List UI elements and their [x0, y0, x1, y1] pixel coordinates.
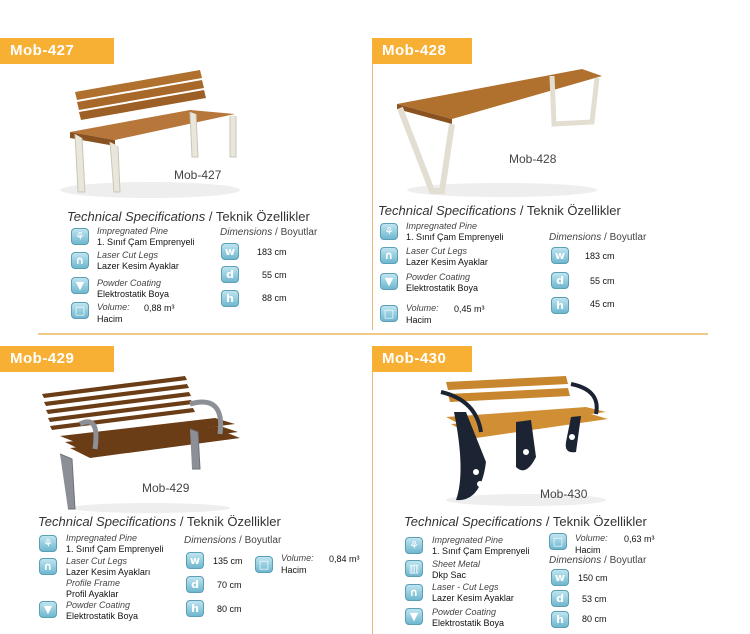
feature-tr: Lazer Kesim Ayakları	[66, 567, 151, 577]
volume-tr: Hacim	[406, 315, 432, 325]
dimensions-title	[220, 227, 317, 238]
bench-image-mob-428	[392, 64, 612, 199]
width-icon: w	[551, 247, 569, 264]
feature-en: Powder Coating	[97, 278, 162, 288]
dimensions-sep: /	[601, 232, 610, 243]
bench-caption: Mob-429	[142, 481, 190, 495]
depth-icon: d	[186, 576, 204, 593]
volume-value: 0,84 m³	[329, 554, 360, 564]
specs-title-tr: Teknik Özellikler	[526, 203, 621, 218]
feature-en: Laser Cut Legs	[406, 246, 468, 256]
specs-title-en: Technical Specifications	[67, 209, 206, 224]
dimensions-sep: /	[272, 227, 281, 238]
depth-value: 53 cm	[582, 594, 607, 604]
height-value: 45 cm	[590, 299, 615, 309]
volume-tr: Hacim	[97, 314, 123, 324]
feature-en: Sheet Metal	[432, 559, 481, 569]
dimensions-tr: Boyutlar	[244, 535, 282, 546]
vertical-divider-top	[372, 40, 373, 330]
dimensions-en: Dimensions	[220, 227, 273, 238]
feature-tr: Dkp Sac	[432, 570, 467, 580]
vertical-divider-bottom	[372, 346, 373, 634]
product-tab-mob-429: Mob-429	[0, 346, 114, 372]
bench-caption: Mob-428	[509, 152, 557, 166]
laser-cut-icon: ∩	[380, 247, 398, 264]
feature-en: Impregnated Pine	[97, 226, 169, 236]
bench-caption: Mob-427	[174, 168, 222, 182]
feature-en: Impregnated Pine	[406, 221, 478, 231]
volume-icon: □	[380, 305, 398, 322]
depth-value: 55 cm	[590, 276, 615, 286]
dimensions-en: Dimensions	[184, 535, 237, 546]
height-icon: h	[551, 611, 569, 628]
feature-tr: 1. Sınıf Çam Emprenyeli	[97, 237, 195, 247]
volume-label: Volume:	[97, 302, 130, 312]
specs-title-sep: /	[516, 203, 527, 218]
feature-en: Powder Coating	[406, 272, 471, 282]
width-value: 150 cm	[578, 573, 608, 583]
feature-tr: Elektrostatik Boya	[97, 289, 170, 299]
feature-tr: Elektrostatik Boya	[406, 283, 479, 293]
dimensions-en: Dimensions	[549, 232, 602, 243]
specs-title-tr: Teknik Özellikler	[552, 514, 647, 529]
height-icon: h	[221, 290, 239, 307]
depth-icon: d	[221, 266, 239, 283]
depth-value: 70 cm	[217, 580, 242, 590]
height-value: 80 cm	[582, 614, 607, 624]
dimensions-tr: Boyutlar	[609, 555, 647, 566]
volume-icon: □	[71, 302, 89, 319]
bench-image-mob-429	[40, 374, 240, 514]
depth-icon: d	[551, 272, 569, 289]
laser-cut-icon: ∩	[39, 558, 57, 575]
volume-tr: Hacim	[281, 565, 307, 575]
feature-en: Impregnated Pine	[432, 535, 504, 545]
width-value: 135 cm	[213, 556, 243, 566]
pine-icon: ⚘	[39, 535, 57, 552]
width-value: 183 cm	[257, 247, 287, 257]
feature-tr: Lazer Kesim Ayaklar	[406, 257, 488, 267]
volume-value: 0,88 m³	[144, 303, 175, 313]
width-value: 183 cm	[585, 251, 615, 261]
dimensions-tr: Boyutlar	[609, 232, 647, 243]
specs-title	[404, 514, 647, 529]
feature-tr: Lazer Kesim Ayaklar	[97, 261, 179, 271]
pine-icon: ⚘	[71, 228, 89, 245]
dimensions-sep: /	[236, 535, 245, 546]
dimensions-en: Dimensions	[549, 555, 602, 566]
width-icon: w	[186, 552, 204, 569]
specs-title-sep: /	[176, 514, 187, 529]
specs-title-en: Technical Specifications	[38, 514, 177, 529]
laser-cut-icon: ∩	[405, 584, 423, 601]
volume-tr: Hacim	[575, 545, 601, 555]
product-tab-mob-428: Mob-428	[372, 38, 472, 64]
depth-icon: d	[551, 590, 569, 607]
feature-en: Laser - Cut Legs	[432, 582, 499, 592]
width-icon: w	[551, 569, 569, 586]
product-tab-mob-427: Mob-427	[0, 38, 114, 64]
volume-value: 0,45 m³	[454, 304, 485, 314]
feature-en: Laser Cut Legs	[66, 556, 128, 566]
width-icon: w	[221, 243, 239, 260]
feature-tr: Elektrostatik Boya	[432, 618, 505, 628]
dimensions-sep: /	[601, 555, 610, 566]
volume-value: 0,63 m³	[624, 534, 655, 544]
powder-coating-icon: ▼	[39, 601, 57, 618]
specs-title-sep: /	[542, 514, 553, 529]
specs-title-tr: Teknik Özellikler	[186, 514, 281, 529]
pine-icon: ⚘	[405, 537, 423, 554]
volume-label: Volume:	[575, 533, 608, 543]
feature-tr: 1. Sınıf Çam Emprenyeli	[406, 232, 504, 242]
dimensions-title	[184, 535, 281, 546]
powder-coating-icon: ▼	[380, 273, 398, 290]
feature-tr: 1. Sınıf Çam Emprenyeli	[432, 546, 530, 556]
bench-caption: Mob-430	[540, 487, 588, 501]
volume-icon: □	[255, 556, 273, 573]
powder-coating-icon: ▼	[71, 277, 89, 294]
feature-en: Impregnated Pine	[66, 533, 138, 543]
feature-en: Profile Frame	[66, 578, 121, 588]
pine-icon: ⚘	[380, 223, 398, 240]
dimensions-tr: Boyutlar	[280, 227, 318, 238]
height-value: 80 cm	[217, 604, 242, 614]
laser-cut-icon: ∩	[71, 252, 89, 269]
specs-title-tr: Teknik Özellikler	[215, 209, 310, 224]
horizontal-divider	[38, 333, 708, 335]
dimensions-title	[549, 232, 646, 243]
feature-tr: 1. Sınıf Çam Emprenyeli	[66, 544, 164, 554]
specs-title-sep: /	[205, 209, 216, 224]
feature-en: Laser Cut Legs	[97, 250, 159, 260]
product-tab-mob-430: Mob-430	[372, 346, 472, 372]
bench-image-mob-430	[436, 372, 616, 508]
specs-title	[67, 209, 310, 224]
specs-title-en: Technical Specifications	[378, 203, 517, 218]
height-value: 88 cm	[262, 293, 287, 303]
sheet-metal-icon: ▥	[405, 560, 423, 577]
volume-label: Volume:	[406, 303, 439, 313]
specs-title-en: Technical Specifications	[404, 514, 543, 529]
powder-coating-icon: ▼	[405, 608, 423, 625]
volume-icon: □	[549, 533, 567, 550]
specs-title	[38, 514, 281, 529]
feature-en: Powder Coating	[432, 607, 497, 617]
feature-tr: Lazer Kesim Ayaklar	[432, 593, 514, 603]
feature-en: Powder Coating	[66, 600, 131, 610]
feature-tr: Elektrostatik Boya	[66, 611, 139, 621]
height-icon: h	[186, 600, 204, 617]
specs-title	[378, 203, 621, 218]
depth-value: 55 cm	[262, 270, 287, 280]
height-icon: h	[551, 297, 569, 314]
feature-tr: Profil Ayaklar	[66, 589, 119, 599]
volume-label: Volume:	[281, 553, 314, 563]
dimensions-title	[549, 555, 646, 566]
